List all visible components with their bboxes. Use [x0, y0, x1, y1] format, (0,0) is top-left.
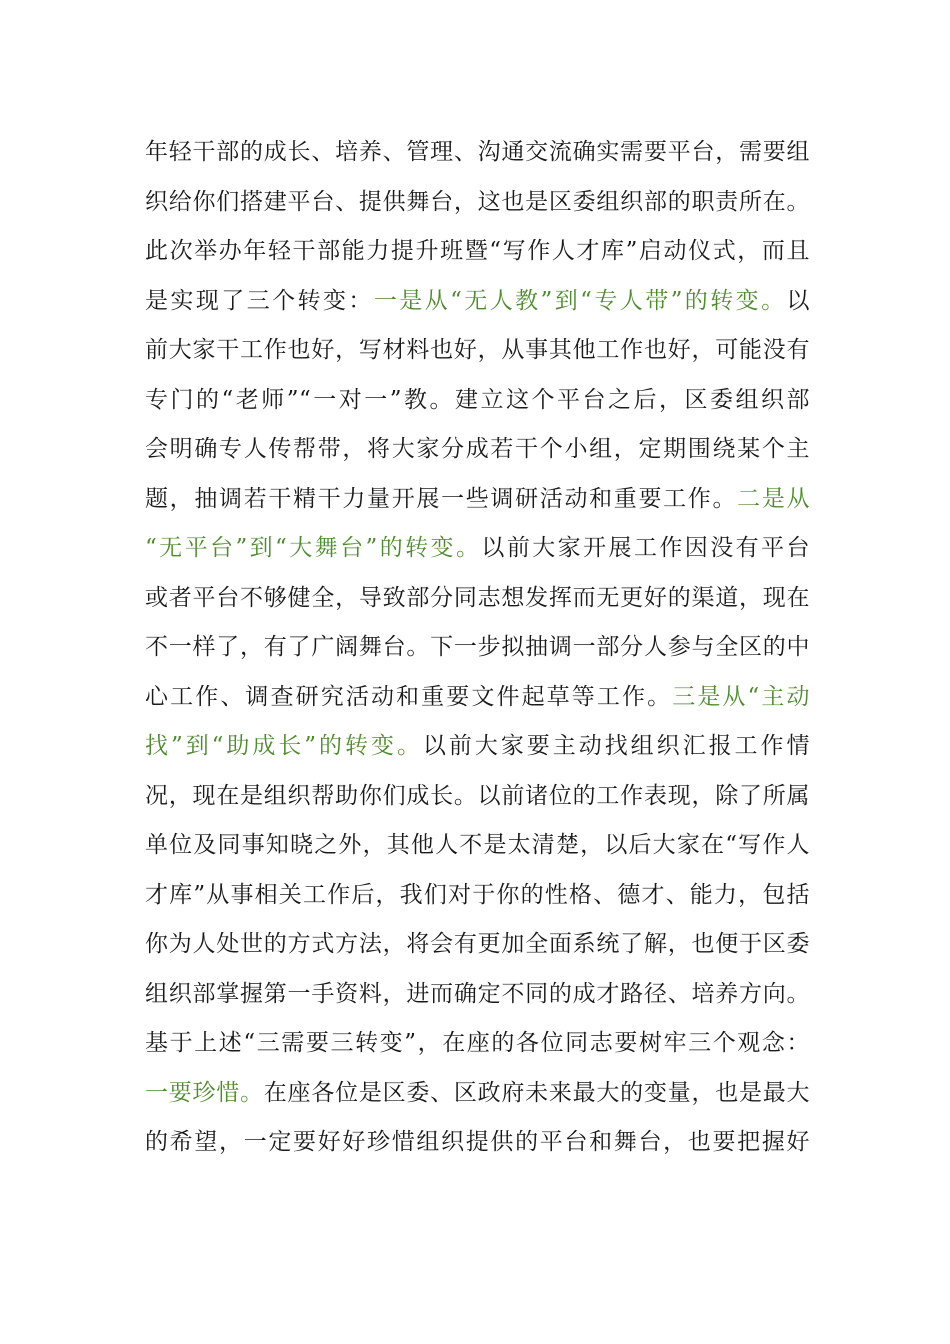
text-line [145, 574, 810, 624]
body-text: 才库”从事相关工作后，我们对于你的性格、德才、能力，包括 [145, 881, 810, 908]
body-text: 在座各位是区委、区政府未来最大的变量，也是最大 [263, 1079, 811, 1106]
body-text: 题，抽调若干精干力量开展一些调研活动和重要工作。 [145, 485, 738, 512]
body-text: 织给你们搭建平台、提供舞台，这也是区委组织部的职责所在。 [145, 188, 810, 215]
highlighted-text: “无平台”到“大舞台”的转变。 [145, 535, 482, 561]
text-line [145, 475, 810, 525]
text-line [145, 425, 810, 475]
text-line [145, 376, 810, 426]
body-text: 或者平台不够健全，导致部分同志想发挥而无更好的渠道，现在 [145, 584, 810, 611]
body-text: 是实现了三个转变： [145, 287, 374, 314]
text-line [145, 524, 810, 574]
body-text: 以前大家开展工作因没有平台 [481, 535, 810, 561]
body-text: 组织部掌握第一手资料，进而确定不同的成才路径、培养方向。 [145, 980, 810, 1007]
text-line [145, 1118, 810, 1168]
body-text: 此次举办年轻干部能力提升班暨“写作人才库”启动仪式，而且 [145, 238, 810, 264]
text-line [145, 326, 810, 376]
text-line [145, 1019, 810, 1069]
text-line [145, 128, 810, 178]
body-text: 会明确专人传帮带，将大家分成若干个小组，定期围绕某个主 [145, 436, 810, 462]
text-line [145, 920, 810, 970]
body-text: 基于上述“三需要三转变”，在座的各位同志要树牢三个观念： [145, 1030, 810, 1056]
highlighted-text: 找”到“助成长”的转变。 [145, 733, 423, 759]
text-line [145, 1069, 810, 1119]
text-line [145, 871, 810, 921]
body-text: 专门的“老师”“一对一”教。建立这个平台之后，区委组织部 [145, 386, 810, 413]
text-line [145, 277, 810, 327]
text-line [145, 722, 810, 772]
body-text: 以 [786, 287, 810, 314]
highlighted-text: 二是从 [737, 485, 811, 512]
body-paragraph [145, 128, 810, 1168]
text-line [145, 178, 810, 228]
body-text: 的希望，一定要好好珍惜组织提供的平台和舞台，也要把握好 [145, 1129, 810, 1155]
body-text: 年轻干部的成长、培养、管理、沟通交流确实需要平台，需要组 [145, 139, 810, 165]
highlighted-text: 一是从“无人教”到“专人带”的转变。 [373, 287, 787, 314]
text-line [145, 623, 810, 673]
text-line [145, 673, 810, 723]
highlighted-text: 一要珍惜。 [145, 1079, 264, 1106]
body-text: 心工作、调查研究活动和重要文件起草等工作。 [145, 683, 673, 710]
text-line [145, 227, 810, 277]
text-line [145, 821, 810, 871]
body-text: 前大家干工作也好，写材料也好，从事其他工作也好，可能没有 [145, 337, 810, 363]
body-text: 单位及同事知晓之外，其他人不是太清楚，以后大家在“写作人 [145, 832, 810, 858]
highlighted-text: 三是从“主动 [672, 683, 811, 710]
body-text: 你为人处世的方式方法，将会有更加全面系统了解，也便于区委 [145, 931, 810, 957]
body-text: 况，现在是组织帮助你们成长。以前诸位的工作表现，除了所属 [145, 782, 810, 809]
body-text: 以前大家要主动找组织汇报工作情 [422, 733, 811, 759]
body-text: 不一样了，有了广阔舞台。下一步拟抽调一部分人参与全区的中 [145, 634, 810, 660]
text-line [145, 772, 810, 822]
text-line [145, 970, 810, 1020]
